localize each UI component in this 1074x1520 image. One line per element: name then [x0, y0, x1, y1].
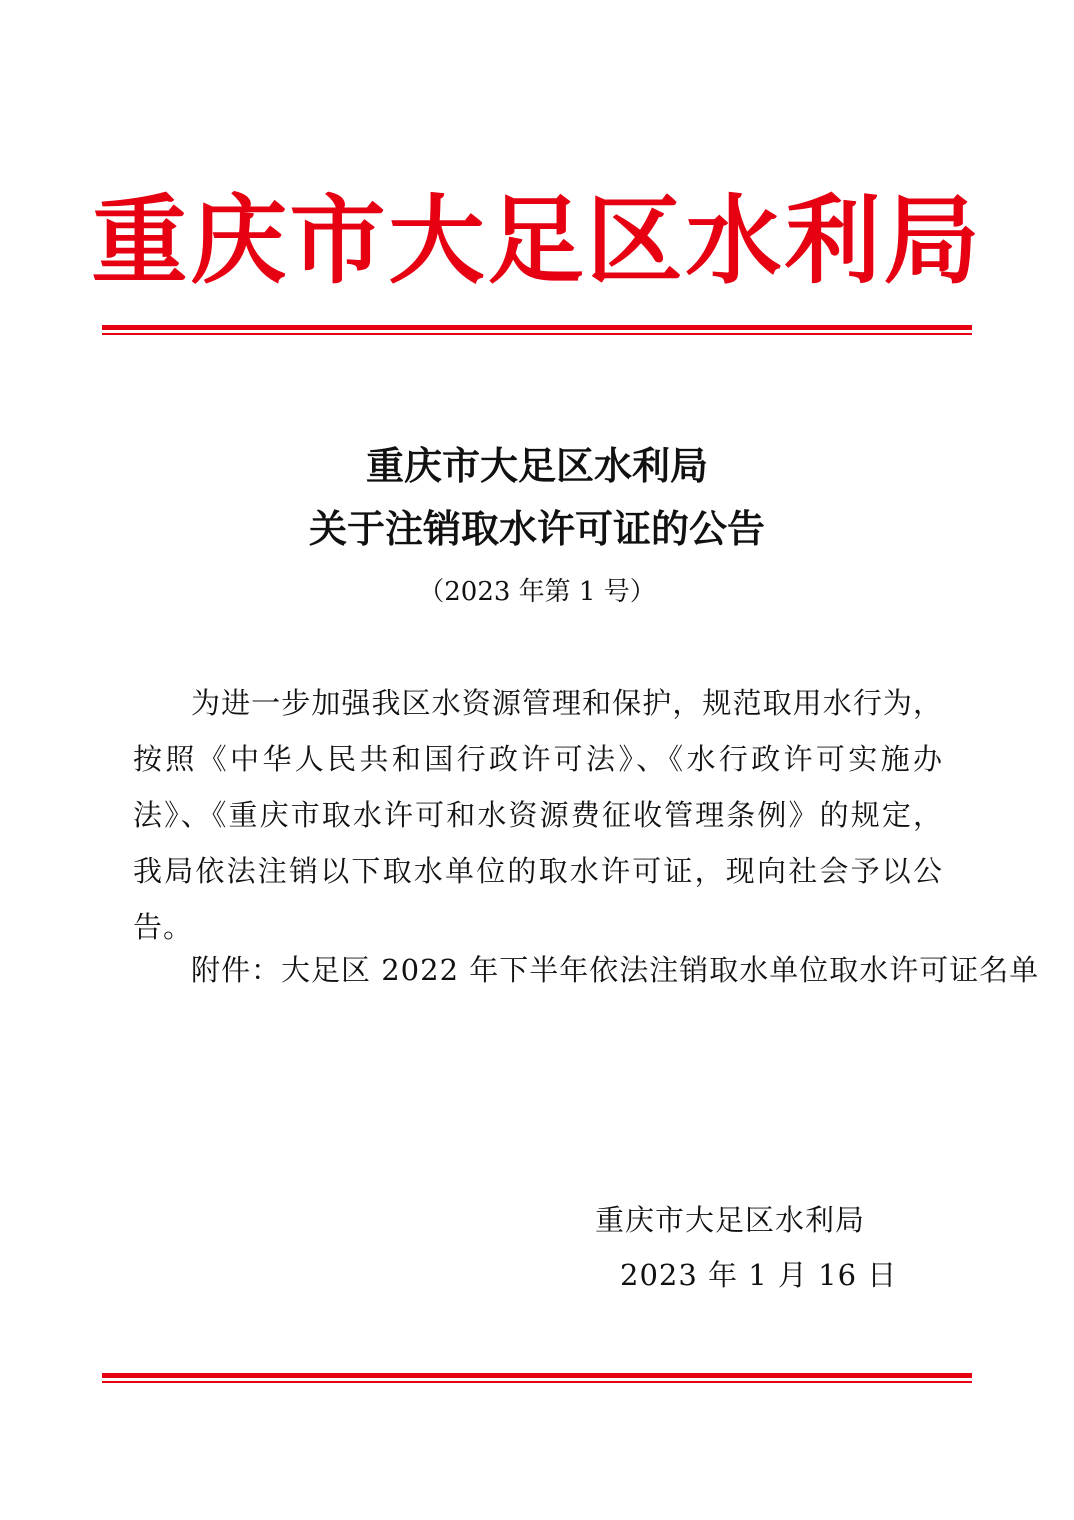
notice-title-line-2: 关于注销取水许可证的公告 [308, 506, 765, 551]
signature-date: 2023 年 1 月 16 日 [620, 1258, 898, 1292]
footer-divider-bottom [102, 1373, 972, 1383]
signature-organization: 重庆市大足区水利局 [595, 1203, 866, 1237]
notice-body: 为进一步加强我区水资源管理和保护，规范取用水行为，按照《中华人民共和国行政许可法》、《水行政许可实施办法》、《重庆市取水许可和水资源费征收管理条例》的规定，我局依法注销以下取水单位的取水许可证，现向社会予以公告。 [133, 686, 943, 944]
notice-title-line-1: 重庆市大足区水利局 [365, 443, 708, 488]
masthead-divider-top [102, 325, 972, 335]
document-number: （2023 年第 1 号） [418, 577, 656, 607]
masthead-organization: 重庆市大足区水利局 [91, 185, 983, 297]
attachment-line: 附件：大足区 2022 年下半年依法注销取水单位取水许可证名单 [191, 953, 1040, 987]
